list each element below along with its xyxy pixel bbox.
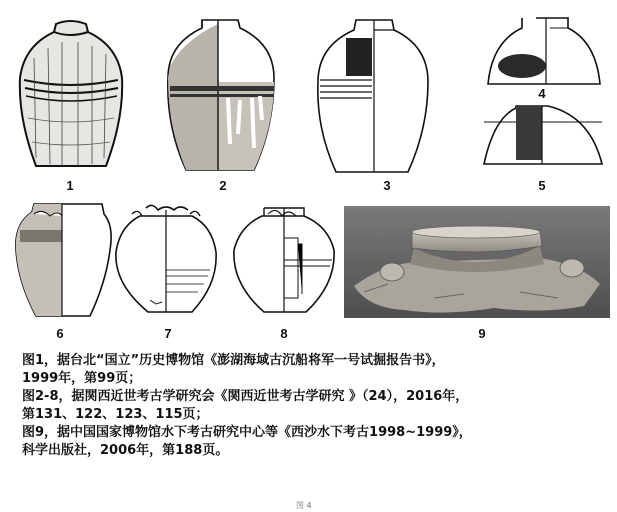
figure-number-9: 9 xyxy=(478,326,486,341)
caption-line-2: 1999年，第99页； xyxy=(22,371,142,386)
jar-drawing-8 xyxy=(228,204,340,316)
figure-label: 图 4 xyxy=(296,501,312,510)
jar-drawing-2 xyxy=(162,16,280,178)
jar-drawing-4 xyxy=(484,14,604,88)
jar-drawing-3 xyxy=(312,16,434,178)
figure-number-3: 3 xyxy=(383,178,391,193)
caption-line-1: 图1，据台北“国立”历史博物馆《澎湖海域古沉船将军一号试掘报告书》， xyxy=(22,353,445,368)
figure-number-6: 6 xyxy=(56,326,64,341)
jar-drawing-5 xyxy=(478,100,608,170)
caption-line-6: 科学出版社，2006年，第188页。 xyxy=(22,443,229,458)
caption-line-3: 图2-8，据関西近世考古学研究会《関西近世考古学研究 》（24），2016年， xyxy=(22,389,469,404)
jar-drawing-1 xyxy=(14,18,126,176)
jar-drawing-6 xyxy=(10,202,114,322)
jar-photo-9 xyxy=(344,206,610,318)
figure-number-2: 2 xyxy=(219,178,227,193)
figure-number-7: 7 xyxy=(164,326,172,341)
jar-drawing-7 xyxy=(110,204,222,316)
caption-line-4: 第131、122、123、115页； xyxy=(22,407,209,422)
caption-line-5: 图9，据中国国家博物馆水下考古研究中心等《西沙水下考古1998~1999》， xyxy=(22,425,472,440)
figure-caption xyxy=(22,352,607,460)
figure-number-1: 1 xyxy=(66,178,74,193)
figure-number-8: 8 xyxy=(280,326,288,341)
figure-number-5: 5 xyxy=(538,178,546,193)
figure-number-4: 4 xyxy=(538,86,546,101)
